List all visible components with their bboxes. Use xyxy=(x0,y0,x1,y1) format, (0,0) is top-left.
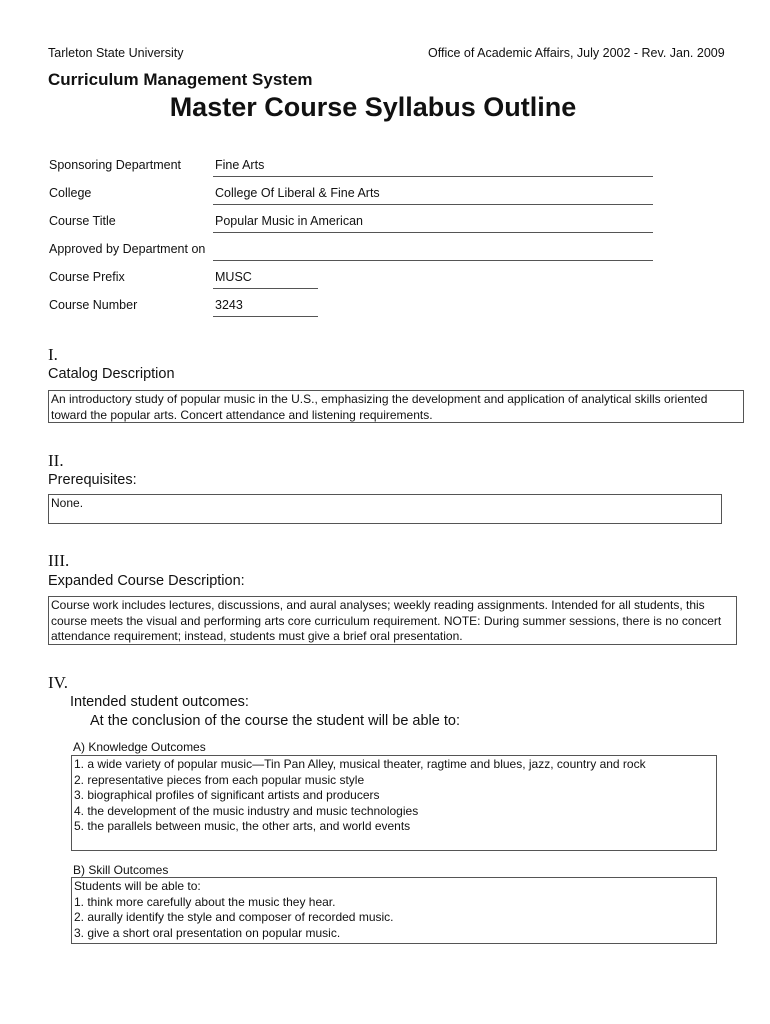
list-item: 1. a wide variety of popular music—Tin Pan Alley, musical theater, ragtime and blues, jazz, country and rock xyxy=(74,757,646,771)
list-item: 2. aurally identify the style and composer of recorded music. xyxy=(74,910,394,924)
section-numeral-outcomes: IV. xyxy=(48,673,68,692)
list-item: 3. give a short oral presentation on popular music. xyxy=(74,925,341,940)
prerequisites-text: None. xyxy=(51,496,84,510)
outcomes-subtitle: At the conclusion of the course the student will be able to: xyxy=(90,713,460,729)
prerequisites-box[interactable] xyxy=(48,494,722,524)
field-label-course-prefix: Course Prefix xyxy=(49,270,125,284)
list-item: 4. the development of the music industry and music technologies xyxy=(74,803,419,818)
section-numeral-prereq: II. xyxy=(48,451,64,470)
catalog-description-box[interactable] xyxy=(48,390,744,423)
field-label-approved-by: Approved by Department on xyxy=(49,242,206,256)
field-value-course-title[interactable]: Popular Music in American xyxy=(215,214,363,228)
list-item: 3. biographical profiles of significant artists and producers xyxy=(74,788,380,802)
skill-outcomes-title: B) Skill Outcomes xyxy=(73,863,169,877)
section-title-prereq: Prerequisites: xyxy=(48,472,137,488)
list-item: 2. representative pieces from each popular music style xyxy=(74,772,365,787)
field-value-college[interactable]: College Of Liberal & Fine Arts xyxy=(215,186,380,200)
field-value-course-prefix[interactable]: MUSC xyxy=(215,270,252,284)
field-underline xyxy=(213,204,653,205)
knowledge-outcomes-box[interactable] xyxy=(71,755,717,851)
page-title: Master Course Syllabus Outline xyxy=(169,92,577,122)
field-label-course-number: Course Number xyxy=(49,298,138,312)
list-item: 1. think more carefully about the music they hear. xyxy=(74,894,336,909)
list-item: Students will be able to: xyxy=(74,879,201,893)
field-label-course-title: Course Title xyxy=(49,214,116,228)
section-numeral-expanded: III. xyxy=(48,551,70,570)
field-label-college: College xyxy=(49,186,92,200)
section-title-outcomes: Intended student outcomes: xyxy=(70,694,249,710)
field-underline xyxy=(213,260,653,261)
field-underline xyxy=(213,176,653,177)
field-value-course-number[interactable]: 3243 xyxy=(215,298,243,312)
section-title-catalog: Catalog Description xyxy=(48,366,175,382)
system-title: Curriculum Management System xyxy=(48,70,313,89)
field-underline xyxy=(213,288,318,289)
expanded-description-box[interactable] xyxy=(48,596,737,645)
list-item: 5. the parallels between music, the other arts, and world events xyxy=(74,819,411,833)
expanded-description-text: Course work includes lectures, discussions, and aural analyses; weekly reading assignments. Intended for all students, this course meets the visual and performing arts core curriculum requirement. NOTE: During summer sessions, there is no concert attendance requirement; instead, students must give a brief oral presentation. xyxy=(51,598,722,643)
field-value-sponsoring-department[interactable]: Fine Arts xyxy=(215,158,265,172)
skill-outcomes-box[interactable] xyxy=(71,877,717,944)
office-revision: Office of Academic Affairs, July 2002 - Rev. Jan. 2009 xyxy=(428,46,725,60)
field-underline xyxy=(213,232,653,233)
catalog-description-text: An introductory study of popular music in the U.S., emphasizing the development and application of analytical skills oriented toward the popular arts. Concert attendance and listening requirements. xyxy=(51,392,708,422)
field-underline xyxy=(213,316,318,317)
section-numeral-catalog: I. xyxy=(48,345,58,364)
knowledge-outcomes-title: A) Knowledge Outcomes xyxy=(73,740,206,754)
field-label-sponsoring-department: Sponsoring Department xyxy=(49,158,182,172)
university-name: Tarleton State University xyxy=(48,46,184,60)
section-title-expanded: Expanded Course Description: xyxy=(48,573,245,589)
